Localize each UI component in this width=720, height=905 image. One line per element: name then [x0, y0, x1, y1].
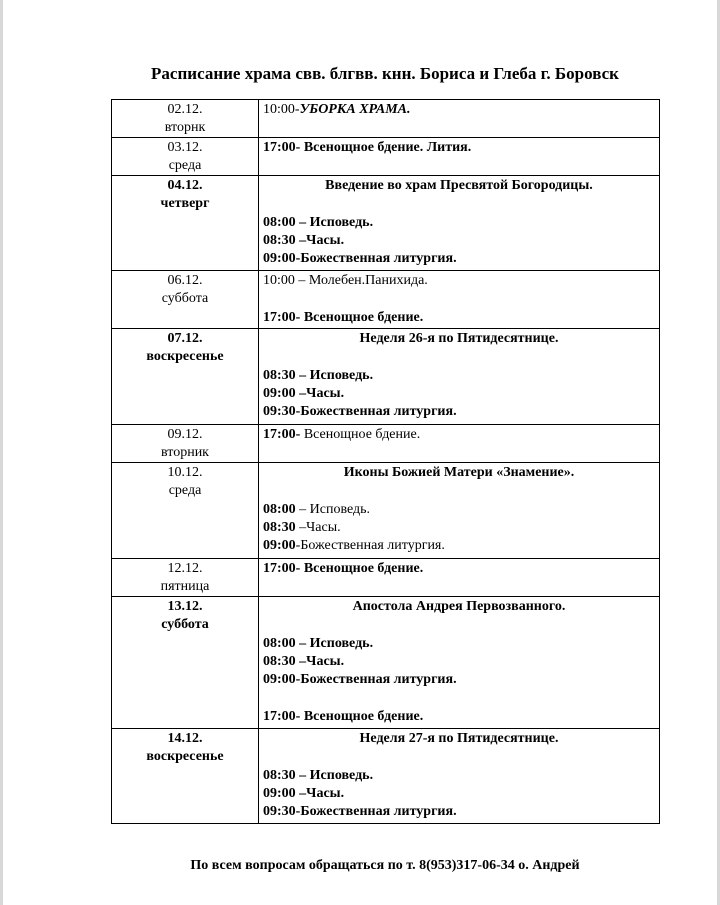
services-cell — [259, 729, 660, 824]
date-cell — [112, 100, 259, 138]
date: 10.12. — [167, 465, 203, 480]
date-cell — [112, 597, 259, 729]
service-time: 09:00 — [263, 538, 296, 553]
date: 03.12. — [167, 140, 203, 155]
service-text: -Божественная литургия. — [295, 672, 457, 687]
weekday: вторнк — [164, 120, 206, 135]
weekday: пятница — [160, 579, 210, 594]
date-cell — [112, 729, 259, 824]
date-cell — [112, 329, 259, 425]
date-cell — [112, 463, 259, 559]
services-cell — [259, 138, 660, 176]
service-text: – Молебен.Панихида. — [294, 273, 428, 288]
services-cell — [259, 329, 660, 425]
service-time: 09:00 — [263, 251, 296, 266]
service-time: 08:30 — [263, 233, 296, 248]
date-cell — [112, 425, 259, 463]
schedule-row — [112, 329, 660, 425]
service-text: -Божественная литургия. — [295, 251, 457, 266]
weekday: четверг — [160, 196, 210, 211]
service-text: Всенощное бдение. Лития. — [300, 140, 472, 155]
services-cell — [259, 271, 660, 329]
service-text: Всенощное бдение. — [300, 561, 424, 576]
date: 09.12. — [167, 427, 203, 442]
service-time: 08:30 — [263, 654, 296, 669]
service-time: 09:30 — [263, 404, 296, 419]
weekday: воскресенье — [146, 749, 224, 764]
schedule-row — [112, 559, 660, 597]
date: 14.12. — [167, 731, 203, 746]
feast-title: Неделя 27-я по Пятидесятнице. — [359, 731, 559, 746]
service-time: 10:00 — [263, 273, 295, 288]
service-time: 09:30 — [263, 804, 296, 819]
service-text: Всенощное бдение. — [300, 427, 421, 442]
service-time: 10:00- — [263, 102, 300, 117]
schedule-row — [112, 425, 660, 463]
schedule-row — [112, 138, 660, 176]
schedule-row — [112, 463, 660, 559]
service-time: 17:00- — [263, 310, 301, 325]
service-time: 09:00 — [263, 786, 296, 801]
service-text: –Часы. — [295, 386, 345, 401]
date-cell — [112, 559, 259, 597]
date: 12.12. — [167, 561, 203, 576]
schedule-table — [111, 99, 660, 824]
weekday: воскресенье — [146, 349, 224, 364]
service-time: 08:30 — [263, 368, 296, 383]
service-time: 17:00- — [263, 140, 301, 155]
service-text: –Часы. — [295, 786, 345, 801]
service-text: –Часы. — [295, 233, 345, 248]
feast-title: Апостола Андрея Первозванного. — [352, 599, 566, 614]
date: 04.12. — [167, 178, 203, 193]
service-text: -Божественная литургия. — [295, 804, 457, 819]
schedule-row — [112, 100, 660, 138]
service-text: -Божественная литургия. — [295, 404, 457, 419]
services-cell — [259, 597, 660, 729]
service-text: – Исповедь. — [295, 768, 374, 783]
service-time: 17:00- — [263, 427, 301, 442]
date: 07.12. — [167, 331, 203, 346]
service-text: –Часы. — [295, 520, 341, 535]
service-text: – Исповедь. — [295, 502, 371, 517]
service-time: 09:00 — [263, 386, 296, 401]
service-text: УБОРКА ХРАМА. — [299, 102, 411, 117]
service-time: 17:00- — [263, 709, 301, 724]
page-edge-left — [0, 0, 3, 905]
services-cell — [259, 463, 660, 559]
feast-title: Неделя 26-я по Пятидесятнице. — [359, 331, 559, 346]
service-time: 08:30 — [263, 768, 296, 783]
service-text: Всенощное бдение. — [300, 709, 424, 724]
weekday: среда — [168, 158, 202, 173]
weekday: суббота — [161, 617, 209, 632]
service-text: -Божественная литургия. — [295, 538, 445, 553]
service-time: 08:00 — [263, 502, 296, 517]
services-cell — [259, 559, 660, 597]
feast-title: Введение во храм Пресвятой Богородицы. — [325, 178, 593, 193]
service-time: 17:00- — [263, 561, 301, 576]
services-cell — [259, 425, 660, 463]
services-cell — [259, 100, 660, 138]
date: 13.12. — [167, 599, 203, 614]
schedule-row — [112, 271, 660, 329]
service-time: 08:00 — [263, 636, 296, 651]
date-cell — [112, 271, 259, 329]
schedule-row — [112, 176, 660, 271]
date: 02.12. — [167, 102, 203, 117]
contact-footer: По всем вопросам обращаться по т. 8(953)317-06-34 о. Андрей — [190, 858, 580, 873]
service-time: 09:00 — [263, 672, 296, 687]
schedule-row — [112, 729, 660, 824]
services-cell — [259, 176, 660, 271]
weekday: суббота — [161, 291, 209, 306]
service-text: – Исповедь. — [295, 368, 374, 383]
date: 06.12. — [167, 273, 203, 288]
document-title: Расписание храма свв. блгвв. кнн. Бориса и Глеба г. Боровск — [151, 64, 619, 83]
date-cell — [112, 176, 259, 271]
service-time: 08:30 — [263, 520, 296, 535]
weekday: вторник — [161, 445, 209, 460]
schedule-row — [112, 597, 660, 729]
service-text: Всенощное бдение. — [300, 310, 424, 325]
service-text: – Исповедь. — [295, 215, 374, 230]
service-text: – Исповедь. — [295, 636, 374, 651]
service-text: –Часы. — [295, 654, 345, 669]
date-cell — [112, 138, 259, 176]
weekday: среда — [168, 483, 202, 498]
feast-title: Иконы Божией Матери «Знамение». — [343, 465, 575, 480]
service-time: 08:00 — [263, 215, 296, 230]
